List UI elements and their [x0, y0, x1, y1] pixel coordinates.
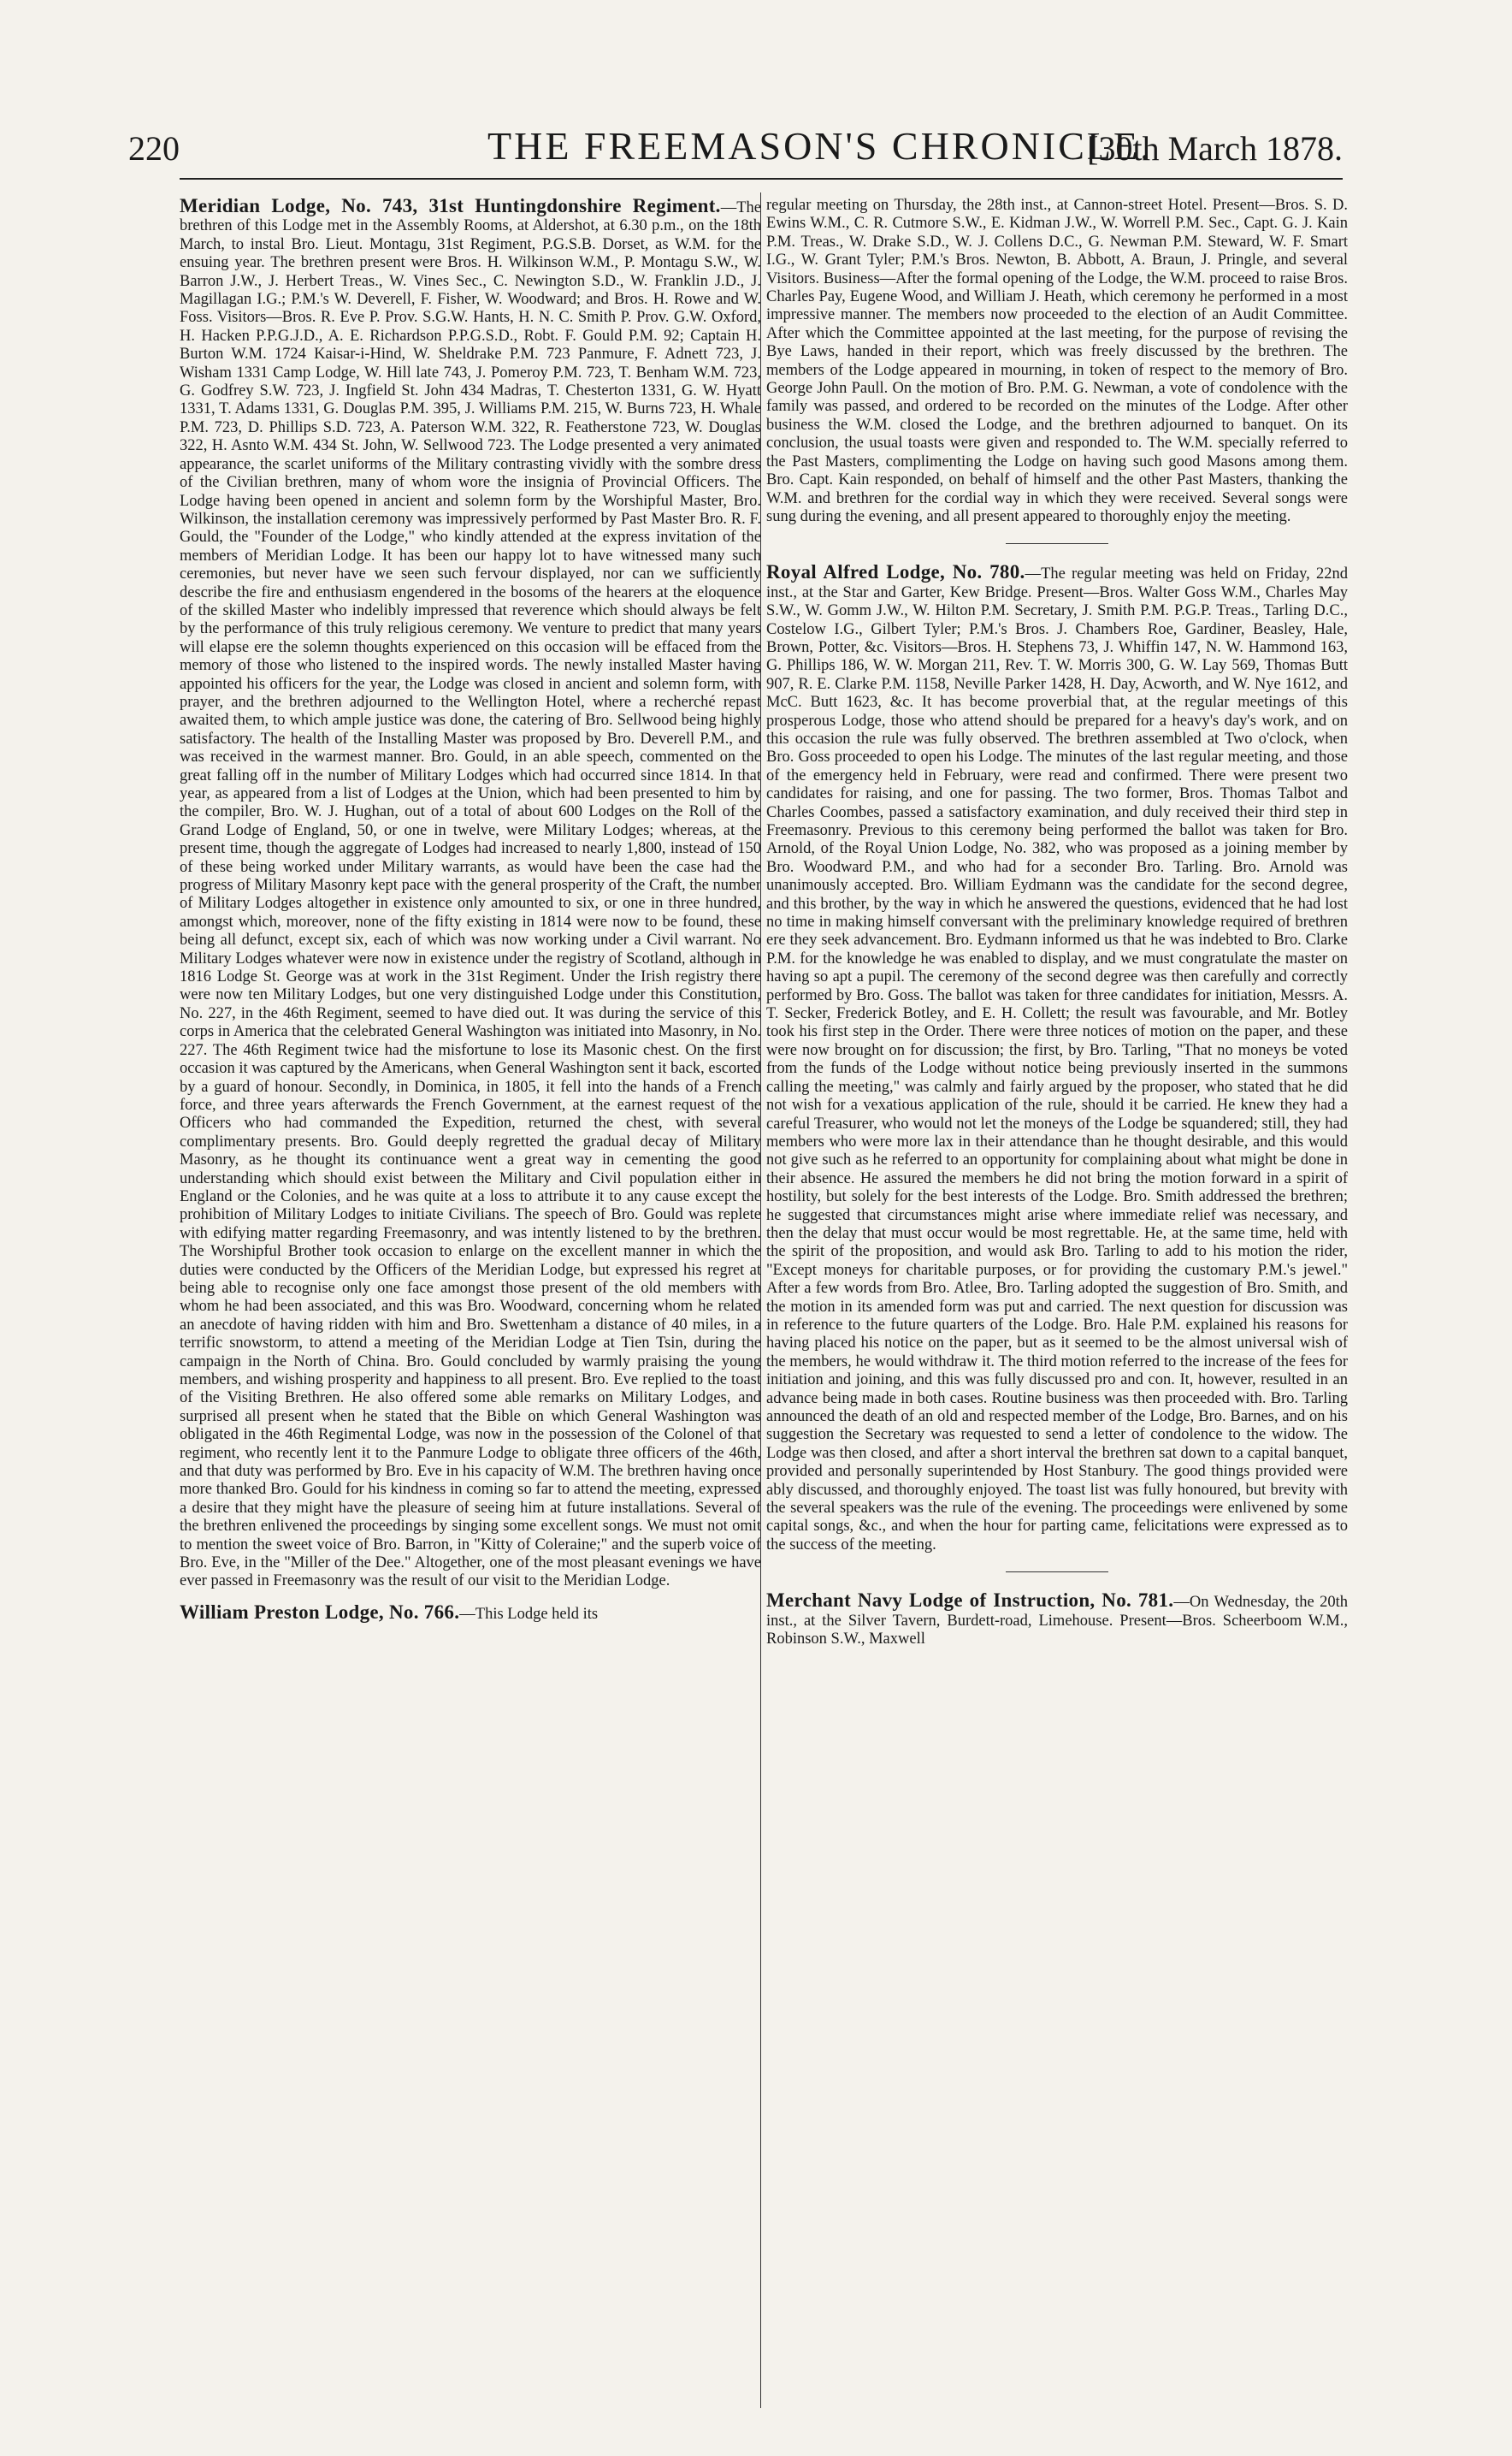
- left-column: [180, 197, 761, 2438]
- article-william-preston-lodge: [180, 1603, 761, 1624]
- article-continuation: [766, 197, 1348, 526]
- page-number: 220: [128, 129, 180, 168]
- article-separator: [1006, 543, 1108, 544]
- article-heading: William Preston Lodge, No. 766.: [180, 1601, 460, 1623]
- page-header: [128, 120, 1343, 171]
- column-divider: [760, 192, 761, 2408]
- article-paragraph: [766, 1591, 1348, 1648]
- article-heading: Meridian Lodge, No. 743, 31st Huntingdonshire Regiment.: [180, 197, 721, 216]
- article-paragraph: [766, 563, 1348, 1554]
- article-meridian-lodge: [180, 197, 761, 1591]
- article-heading: Royal Alfred Lodge, No. 780.: [766, 561, 1025, 583]
- article-heading: Merchant Navy Lodge of Instruction, No. 781.: [766, 1589, 1174, 1612]
- header-rule: [180, 178, 1343, 180]
- article-merchant-navy-lodge: [766, 1591, 1348, 1648]
- article-body: —The brethren of this Lodge met in the Assembly Rooms, at Aldershot, at 6.30 p.m., on the 18th March, to instal Bro. Lieut. Montagu, 31st Regiment, P.G.S.B. Dorset, as W.M. for the ensuing year. The brethren present were Bros. H. Wilkinson W.M., P. Montagu S.W., W. Barron J.W., J. Herbert Treas., W. Vines Sec., C. Newington S.D., W. Franklin J.D., J. Magillagan I.G.; P.M.'s W. Deverell, F. Fisher, W. Woodward; and Bros. H. Rowe and W. Foss. Visitors—Bros. R. Eve P. Prov. S.G.W. Hants, H. N. C. Smith P. Prov. G.W. Oxford, H. Hacken P.P.G.J.D., A. E. Richardson P.P.G.S.D., Robt. F. Gould P.M. 92; Captain H. Burton W.M. 1724 Kaisar-i-Hind, W. Sheldrake P.M. 723 Panmure, F. Adnett 723, J. Wisham 1331 Camp Lodge, W. Hill late 743, J. Pomeroy P.M. 723, T. Benham W.M. 723, G. Godfrey S.W. 723, J. Ingfield St. John 434 Madras, T. Chesterton 1331, G. W. Hyatt 1331, T. Adams 1331, G. Douglas P.M. 395, J. Williams P.M. 215, W. Burns 723, H. Whale P.M. 723, D. Phillips S.D. 723, A. Paterson W.M. 322, R. Featherstone 723, W. Douglas 322, H. Asnto W.M. 434 St. John, W. Sellwood 723. The Lodge presented a very animated appearance, the scarlet uniforms of the Military contrasting vividly with the sombre dress of the Civilian brethren, many of whom wore the insignia of Provincial Officers. The Lodge having been opened in ancient and solemn form by the Worshipful Master, Bro. Wilkinson, the installation ceremony was impressively performed by Past Master Bro. R. F. Gould, the "Founder of the Lodge," who kindly attended at the express invitation of the members of Meridian Lodge. It has been our happy lot to have witnessed many such ceremonies, but never have we seen such fervour displayed, nor can we sufficiently describe the fire and enthusiasm engendered in the bosoms of the hearers at the eloquence of the skilled Master who indelibly impressed that reverence which should always be felt by the performance of this truly religious ceremony. We venture to predict that many years will elapse ere the solemn thoughts experienced on this occasion will be effaced from the memory of those who listened to the inspired words. The newly installed Master having appointed his officers for the year, the Lodge was closed in ancient and solemn form, with prayer, and the brethren adjourned to the Wellington Hotel, where a recherché repast awaited them, to which ample justice was done, the catering of Bro. Sellwood being highly satisfactory. The health of the Installing Master was proposed by Bro. Deverell P.M., and was received in the warmest manner. Bro. Gould, in an able speech, commented on the great falling off in the number of Military Lodges which had occurred since 1814. In that year, as appeared from a list of Lodges at the Union, which had been presented to him by the compiler, Bro. W. J. Hughan, out of a total of about 600 Lodges on the Roll of the Grand Lodge of England, 50, or one in twelve, were Military Lodges; whereas, at the present time, though the aggregate of Lodges had increased to nearly 1,800, instead of 150 of these being worked under Military warrants, as would have been the case had the progress of Military Masonry kept pace with the general prosperity of the Craft, the number of Military Lodges altogether in existence only amounted to six, or one in three hundred, amongst which, moreover, none of the fifty existing in 1814 were now to be found, these being all defunct, except six, each of which was now working under a Civil warrant. No Military Lodges whatever were now in existence under the registry of Scotland, although in 1816 Lodge St. George was at work in the 31st Regiment. Under the Irish registry there were now ten Military Lodges, but one very distinguished Lodge under this Constitution, No. 227, in the 46th Regiment, seemed to have died out. It was during the service of this corps in America that the celebrated General Washington was initiated into Masonry, in No. 227. The 46th Regiment twice had the misfortune to lose its Masonic chest. On the first occasion it was captured by the Americans, when General Washington sent it back, escorted by a guard of honour. Secondly, in Dominica, in 1805, it fell into the hands of a French force, and three years afterwards the French Government, at the earnest request of the Officers who had commanded the Expedition, returned the chest, with several complimentary presents. Bro. Gould deeply regretted the gradual decay of Military Masonry, as he thought its continuance went a great way in cementing the good understanding which should exist between the Military and Civil population either in England or the Colonies, and he was quite at a loss to attribute it to any cause except the prohibition of Military Lodges to initiate Civilians. The speech of Bro. Gould was replete with edifying matter regarding Freemasonry, and was intently listened to by the brethren. The Worshipful Brother took occasion to enlarge on the excellent manner in which the duties were conducted by the Officers of the Meridian Lodge, but expressed his regret at being able to recognise only one face amongst those present of the old members with whom he had been associated, and this was Bro. Woodward, concerning whom he related an anecdote of having ridden with him and Bro. Swettenham a distance of 40 miles, in a terrific snowstorm, to attend a meeting of the Meridian Lodge at Tien Tsin, during the campaign in the North of China. Bro. Gould concluded by warmly praising the young members, and wishing prosperity and happiness to all present. Bro. Eve replied to the toast of the Visiting Brethren. He also offered some able remarks on Military Lodges, and surprised all present when he stated that the Bible on which General Washington was obligated in the 46th Regimental Lodge, was now in the possession of the Colonel of that regiment, who recently lent it to the Panmure Lodge to obligate three officers of the 46th, and that duty was performed by Bro. Eve in his capacity of W.M. The brethren having once more thanked Bro. Gould for his kindness in coming so far to attend the meeting, expressed a desire that they might have the pleasure of seeing him at future installations. Several of the brethren enlivened the proceedings by singing some excellent songs. We must not omit to mention the sweet voice of Bro. Barron, in "Kitty of Coleraine;" and the superb voice of Bro. Eve, in the "Miller of the Dee." Altogether, one of the most pleasant evenings we have ever passed in Freemasonry was the result of our visit to the Meridian Lodge.: [180, 199, 761, 1590]
- article-royal-alfred-lodge: [766, 563, 1348, 1554]
- issue-date: [30th March 1878.: [1087, 129, 1343, 168]
- article-body: regular meeting on Thursday, the 28th inst., at Cannon-street Hotel. Present—Bros. S. D. Ewins W.M., C. R. Cutmore S.W., E. Kidman J.W., W. Worrell P.M. Sec., Capt. G. J. Kain P.M. Treas., W. Drake S.D., W. J. Collens D.C., G. Newman P.M. Steward, W. F. Smart I.G., W. Grant Tyler; P.M.'s Bros. Newton, B. Abbott, A. Braun, J. Pringle, and several Visitors. Business—After the formal opening of the Lodge, the W.M. proceed to raise Bros. Charles Pay, Eugene Wood, and William J. Heath, which ceremony he performed in a most impressive manner. The members now proceeded to the election of an Audit Committee. After which the Committee appointed at the last meeting, for the purpose of revising the Bye Laws, handed in their report, which was freely discussed by the brethren. The members of the Lodge appeared in mourning, in token of respect to the memory of Bro. George John Paull. On the motion of Bro. P.M. G. Newman, a vote of condolence with the family was passed, and ordered to be recorded on the minutes of the Lodge. After other business the W.M. closed the Lodge, and the brethren adjourned to banquet. On its conclusion, the usual toasts were given and responded to. The W.M. specially referred to the Past Masters, complimenting the Lodge on having such good Masons among them. Bro. Capt. Kain responded, on behalf of himself and the other Past Masters, thanking the W.M. and brethren for the cordial way in which they were received. Several songs were sung during the evening, and all present appeared to thoroughly enjoy the meeting.: [766, 197, 1348, 525]
- article-body: —On Wednesday, the 20th inst., at the Silver Tavern, Burdett-road, Limehouse. Present—Bros. Scheerboom W.M., Robinson S.W., Maxwell: [766, 1594, 1348, 1648]
- newspaper-title: THE FREEMASON'S CHRONICLE.: [487, 124, 1153, 168]
- article-body: —This Lodge held its: [459, 1605, 599, 1623]
- article-separator: [1006, 1571, 1108, 1572]
- article-paragraph: [180, 1603, 761, 1624]
- article-paragraph: [180, 197, 761, 1591]
- article-body: —The regular meeting was held on Friday, 22nd inst., at the Star and Garter, Kew Bridge. Present—Bros. Walter Goss W.M., Charles May S.W., W. Gomm J.W., W. Hilton P.M. Secretary, J. Smith P.M. P.G.P. Treas., Tarling D.C., Costelow I.G., Gilbert Tyler; P.M.'s Bros. J. Chambers Roe, Gardiner, Beasley, Hale, Brown, Potter, &c. Visitors—Bros. H. Stephens 73, J. Whiffin 147, N. W. Hammond 163, G. Phillips 186, W. W. Morgan 211, Rev. T. W. Morris 300, G. W. Lay 569, Thomas Butt 907, R. E. Clarke P.M. 1158, Neville Parker 1428, H. Day, Acworth, and W. Nye 1612, and McC. Butt 1623, &c. It has become proverbial that, at the regular meetings of this prosperous Lodge, those who attend should be prepared for a heavy's day's work, and on this occasion the rule was fully observed. The brethren assembled at Two o'clock, when Bro. Goss proceeded to open his Lodge. The minutes of the last regular meeting, and those of the emergency held in February, were read and confirmed. There were present two candidates for raising, and one for passing. The two former, Bros. Thomas Talbot and Charles Coombes, passed a satisfactory examination, and duly received their third step in Freemasonry. Previous to this ceremony being performed the ballot was taken for Bro. Arnold, of the Royal Union Lodge, No. 382, who was proposed as a joining member by Bro. Woodward P.M., and who had for a seconder Bro. Tarling. Bro. Arnold was unanimously accepted. Bro. William Eydmann was the candidate for the second degree, and this brother, by the way in which he answered the questions, evidenced that he had lost no time in making himself conversant with the preliminary knowledge required of brethren ere they seek advancement. Bro. Eydmann informed us that he was indebted to Bro. Clarke P.M. for the knowledge he was enabled to display, and we must congratulate the master on having so apt a pupil. The ceremony of the second degree was then carefully and correctly performed by Bro. Goss. The ballot was taken for three candidates for initiation, Messrs. A. T. Secker, Frederick Botley, and E. H. Collett; the result was favourable, and Mr. Botley took his first step in the Order. There were three notices of motion on the paper, and these were now brought on for discussion; the first, by Bro. Tarling, "That no moneys be voted from the funds of the Lodge without notice being previously inserted in the summons calling the meeting," was calmly and fairly argued by the proposer, who stated that he did not wish for a vexatious application of the rule, should it be carried. He knew they had a careful Treasurer, who would not let the moneys of the Lodge be squandered; still, they had members who were more lax in their attendance than he thought desirable, and this would not give such as he referred to an opportunity for complaining about what might be done in their absence. He assured the members he did not bring the motion forward in a spirit of hostility, but solely for the best interests of the Lodge. Bro. Smith addressed the brethren; he suggested that circumstances might arise where immediate relief was necessary, and then the delay that must occur would be most regrettable. He, at the same time, held with the spirit of the proposition, and would ask Bro. Tarling to add to his motion the rider, "Except moneys for charitable purposes, or for providing the customary P.M.'s jewel." After a few words from Bro. Atlee, Bro. Tarling adopted the suggestion of Bro. Smith, and the motion in its amended form was put and carried. The next question for discussion was in reference to the future quarters of the Lodge. Bro. Hale P.M. explained his reasons for having placed his notice on the paper, but as it seemed to be the almost universal wish of the members, he would withdraw it. The third motion referred to the increase of the fees for initiation and joining, and this was fully discussed pro and con. It, however, resulted in an advance being made in both cases. Routine business was then proceeded with. Bro. Tarling announced the death of an old and respected member of the Lodge, Bro. Barnes, and on his suggestion the Secretary was requested to send a letter of condolence to the widow. The Lodge was then closed, and after a short interval the brethren sat down to a capital banquet, provided and personally superintended by Host Stanbury. The good things provided were ably discussed, and thoroughly enjoyed. The toast list was fully honoured, but brevity with the several speakers was the rule of the evening. The proceedings were enlivened by some capital songs, &c., and when the hour for parting came, felicitations were expressed as to the success of the meeting.: [766, 565, 1348, 1553]
- right-column: [766, 197, 1348, 2438]
